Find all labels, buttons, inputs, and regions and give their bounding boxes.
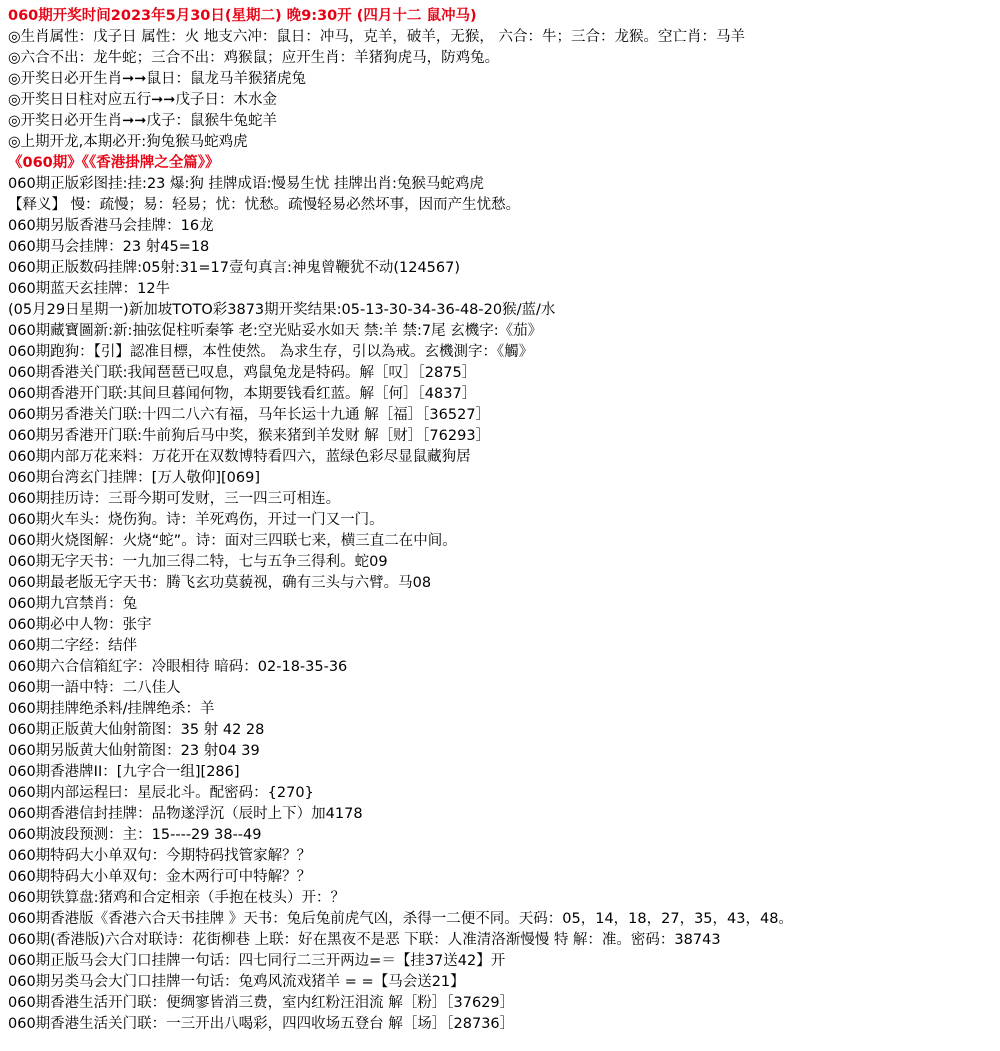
text-line: 060期蓝天玄挂牌：12牛 xyxy=(8,281,171,297)
text-line: 060期正版彩图挂:挂:23 爆:狗 挂牌成语:慢易生忧 挂牌出肖:兔猴马蛇鸡虎 xyxy=(8,176,484,192)
text-line: 060期另类马会大门口挂牌一句话：兔鸡风流戏猪羊 = =【马会送21】 xyxy=(8,974,465,990)
text-line: 060期火车头：烧伤狗。诗：羊死鸡伤，开过一门又一门。 xyxy=(8,512,384,528)
text-line: 060期马会挂牌：23 射45=18 xyxy=(8,239,210,255)
text-line: 060期香港信封挂牌：品物遂浮沉（辰时上下）加4178 xyxy=(8,806,363,822)
text-line: 【释义】 慢：疏慢；易：轻易；忧：忧愁。疏慢轻易必然坏事，因而产生忧愁。 xyxy=(8,197,521,213)
text-line: 060期内部运程曰：星辰北斗。配密码：{270} xyxy=(8,785,314,801)
text-line: 060期正版数码挂牌:05射:31=17壹句真言:神鬼曾鞭犹不动(124567) xyxy=(8,260,460,276)
document-body xyxy=(8,6,993,1035)
text-line: 060期(香港版)六合对联诗：花街柳巷 上联：好在黑夜不是恶 下联：人准清洛渐慢慢 特 解：准。密码：38743 xyxy=(8,932,721,948)
text-line: 060期最老版无字天书：腾飞玄功莫藐视，确有三头与六臂。马08 xyxy=(8,575,432,591)
text-line: 060期必中人物：张宇 xyxy=(8,617,152,633)
text-line: 060期香港开门联:其间旦暮闻何物，本期要钱看红蓝。解［何］［4837］ xyxy=(8,386,477,402)
text-line: ◎六合不出：龙牛蛇；三合不出：鸡猴鼠；应开生肖：羊猪狗虎马，防鸡兔。 xyxy=(8,50,500,66)
text-line: 060期台湾玄门挂牌：[万人敬仰][069] xyxy=(8,470,260,486)
text-line: 060期波段预测：主：15----29 38--49 xyxy=(8,827,262,843)
text-line: ◎开奖日必开生肖➞➞戊子：鼠猴牛兔蛇羊 xyxy=(8,113,277,129)
text-line: ◎生肖属性：戊子日 属性：火 地支六冲：鼠日：冲马，克羊，破羊，无猴， 六合：牛；三合：龙猴。空亡肖：马羊 xyxy=(8,29,745,45)
text-line: 060期香港生活开门联：便绸寥皆消三费，室内红粉汪泪流 解［粉］［37629］ xyxy=(8,995,515,1011)
text-line: 060期特码大小单双句：金木两行可中特解？？ xyxy=(8,869,312,885)
text-line: 060期挂历诗：三哥今期可发财，三一四三可相连。 xyxy=(8,491,341,507)
text-line: 060期火烧图解：火烧“蛇”。诗：面对三四联七来，横三直二在中间。 xyxy=(8,533,457,549)
text-line: 060期香港牌II：[九字合一组][286] xyxy=(8,764,240,780)
text-line: 060期另版黄大仙射箭图：23 射04 39 xyxy=(8,743,260,759)
text-line: 060期特码大小单双句：今期特码找管家解？？ xyxy=(8,848,312,864)
text-line: 060期藏寶圖新:新:抽弦促柱听秦筝 老:空光贴妥水如天 禁:羊 禁:7尾 玄機字:《茄》 xyxy=(8,323,543,339)
text-line: 060期另版香港马会挂牌：16龙 xyxy=(8,218,214,234)
text-line: ◎上期开龙,本期必开:狗兔猴马蛇鸡虎 xyxy=(8,134,248,150)
text-line: 060期正版马会大门口挂牌一句话：四七同行二三开两边=＝【挂37送42】开 xyxy=(8,953,506,969)
text-line: 060期跑狗：【引】認准目標，本性使然。 為求生存，引以為戒。玄機測字：《觸》 xyxy=(8,344,534,360)
heading-line: 060期开奖时间2023年5月30日(星期二) 晚9:30开 (四月十二 鼠冲马) xyxy=(8,8,477,24)
text-line: 060期香港版《香港六合天书挂牌 》天书：兔后兔前虎气凶，杀得一二便不同。天码：05，14，18，27，35，43，48。 xyxy=(8,911,793,927)
text-line: 060期挂牌绝杀料/挂牌绝杀：羊 xyxy=(8,701,215,717)
text-line: 060期另香港关门联:十四二八六有福，马年长运十九通 解［福］［36527］ xyxy=(8,407,491,423)
text-line: 060期一語中特：二八佳人 xyxy=(8,680,181,696)
text-line: 060期铁算盘:猪鸡和合定相亲（手抱在枝头）开：？ xyxy=(8,890,346,906)
text-line: ◎开奖日必开生肖➞➞鼠日：鼠龙马羊猴猪虎兔 xyxy=(8,71,306,87)
heading-line: 《060期》《《香港掛牌之全篇》》 xyxy=(8,155,220,171)
text-line: 060期正版黄大仙射箭图：35 射 42 28 xyxy=(8,722,265,738)
text-line: (05月29日星期一)新加坡TOTO彩3873期开奖结果:05-13-30-34-36-48-20猴/蓝/水 xyxy=(8,302,556,318)
text-line: 060期香港关门联:我闻琶琶已叹息，鸡鼠兔龙是特码。解［叹］［2875］ xyxy=(8,365,477,381)
text-line: 060期六合信箱紅字：冷眼相待 暗码：02-18-35-36 xyxy=(8,659,348,675)
text-line: 060期九宫禁肖：兔 xyxy=(8,596,138,612)
text-line: 060期内部万花来料：万花开在双数博特看四六，蓝绿色彩尽显鼠藏狗居 xyxy=(8,449,471,465)
text-line: ◎开奖日日柱对应五行➞➞戊子日：木水金 xyxy=(8,92,277,108)
text-line: 060期香港生活关门联：一三开出八喝彩，四四收场五登台 解［场］［28736］ xyxy=(8,1016,515,1032)
text-line: 060期另香港开门联:牛前狗后马中奖，猴来猪到羊发财 解［财］［76293］ xyxy=(8,428,491,444)
text-line: 060期无字天书：一九加三得二特，七与五争三得利。蛇09 xyxy=(8,554,388,570)
text-line: 060期二字经：结伴 xyxy=(8,638,138,654)
